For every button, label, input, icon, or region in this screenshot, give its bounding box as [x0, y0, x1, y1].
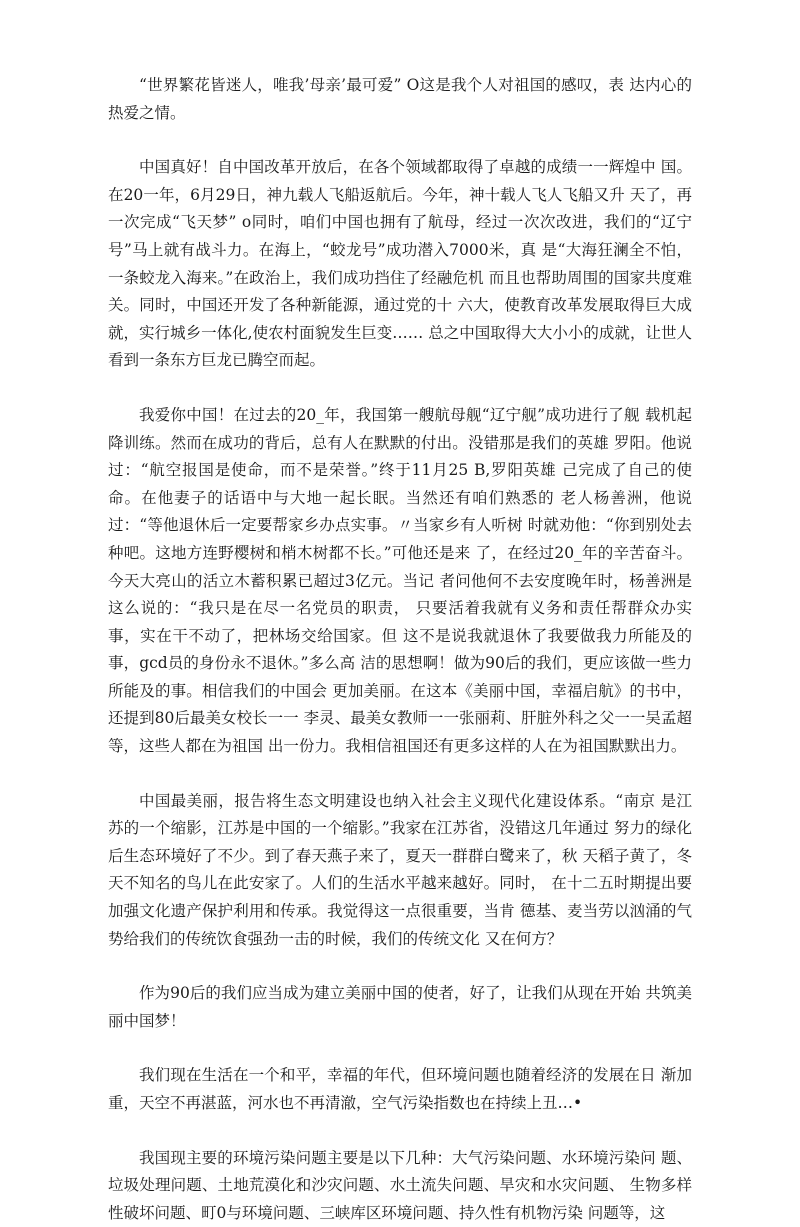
paragraph-intro: “世界繁花皆迷人，唯我’母亲’最可爱” O这是我个人对祖国的感叹，表 达内心的热爱之情。: [108, 76, 692, 122]
paragraph-china-achievements: 中国真好！自中国改革开放后，在各个领域都取得了卓越的成绩一一辉煌中 国。在20一年，6月29日，神九载人飞船返航后。今年，神十载人飞人飞船又升 天了，再一次完成“飞天梦” o同时，咱们中国也拥有了航母，经过一次次改进，我们的“辽宁号”马上就有战斗力。在海上，“蛟龙号”成功潜入7000米，真 是“大海狂澜全不怕，一条蛟龙入海来。”在政治上，我们成功挡住了经融危机 而且也帮助周围的国家共度难关。同时，中国还开发了各种新能源，通过党的十 六大，使教育改革发展取得巨大成就，实行城乡一体化,使农村面貌发生巨变…… 总之中国取得大大小小的成就，让世人看到一条东方巨龙已腾空而起。: [108, 158, 692, 370]
paragraph-china-dream: 作为90后的我们应当成为建立美丽中国的使者，好了，让我们从现在开始 共筑美丽中国梦！: [108, 984, 692, 1030]
paragraph-heroes: 我爱你中国！在过去的20_年，我国第一艘航母舰“辽宁舰”成功进行了舰 载机起降训练。然而在成功的背后，总有人在默默的付出。没错那是我们的英雄 罗阳。他说过：“航空报国是使命，而不是荣誉。”终于11月25 B,罗阳英雄 己完成了自己的使命。在他妻子的话语中与大地一起长眠。当然还有咱们熟悉的 老人杨善洲，他说过：“等他退休后一定要帮家乡办点实事。〃当家乡有人听树 时就劝他：“你到别处去种吧。这地方连野樱树和梢木树都不长。”可他还是来 了，在经过20_年的辛苦奋斗。今天大亮山的活立木蓄积累已超过3亿元。当记 者问他何不去安度晚年时，杨善洲是这么说的：“我只是在尽一名党员的职责， 只要活着我就有义务和责任帮群众办实事，实在干不动了，把林场交给国家。但 这不是说我就退休了我要做我力所能及的事，gcd员的身份永不退休。”多么高 洁的思想啊！做为90后的我们，更应该做一些力所能及的事。相信我们的中国会 更加美丽。在这本《美丽中国，幸福启航》的书中，还提到80后最美女校长一一 李灵、最美女教师一一张丽莉、肝脏外科之父一一吴孟超等，这些人都在为祖国 出一份力。我相信祖国还有更多这样的人在为祖国默默出力。: [108, 405, 692, 756]
paragraph-pollution-list: 我国现主要的环境污染问题主要是以下几种：大气污染问题、水环境污染问 题、垃圾处理问题、土地荒漠化和沙灾问题、水土流失问题、旱灾和水灾问题、 生物多样性破坏问题、町0与环境问题、三峡库区环境问题、持久性有机物污染 问题等，这: [108, 1148, 692, 1222]
paragraph-environment-issues: 我们现在生活在一个和平，幸福的年代，但环境问题也随着经济的发展在日 渐加重，天空不再湛蓝，河水也不再清澈，空气污染指数也在持续上丑…•: [108, 1066, 692, 1112]
paragraph-ecology: 中国最美丽，报告将生态文明建设也纳入社会主义现代化建设体系。“南京 是江苏的一个缩影，江苏是中国的一个缩影。”我家在江苏省，没错这几年通过 努力的绿化后生态环境好了不少。到了春天燕子来了，夏天一群群白鹭来了，秋 天稻子黄了，冬天不知名的鸟儿在此安家了。人们的生活水平越来越好。同时， 在十二五时期提出要加强文化遗产保护利用和传承。我觉得这一点很重要，当肯 德基、麦当劳以汹涌的气势给我们的传统饮食强劲一击的时候，我们的传统文化 又在何方？: [108, 791, 692, 948]
